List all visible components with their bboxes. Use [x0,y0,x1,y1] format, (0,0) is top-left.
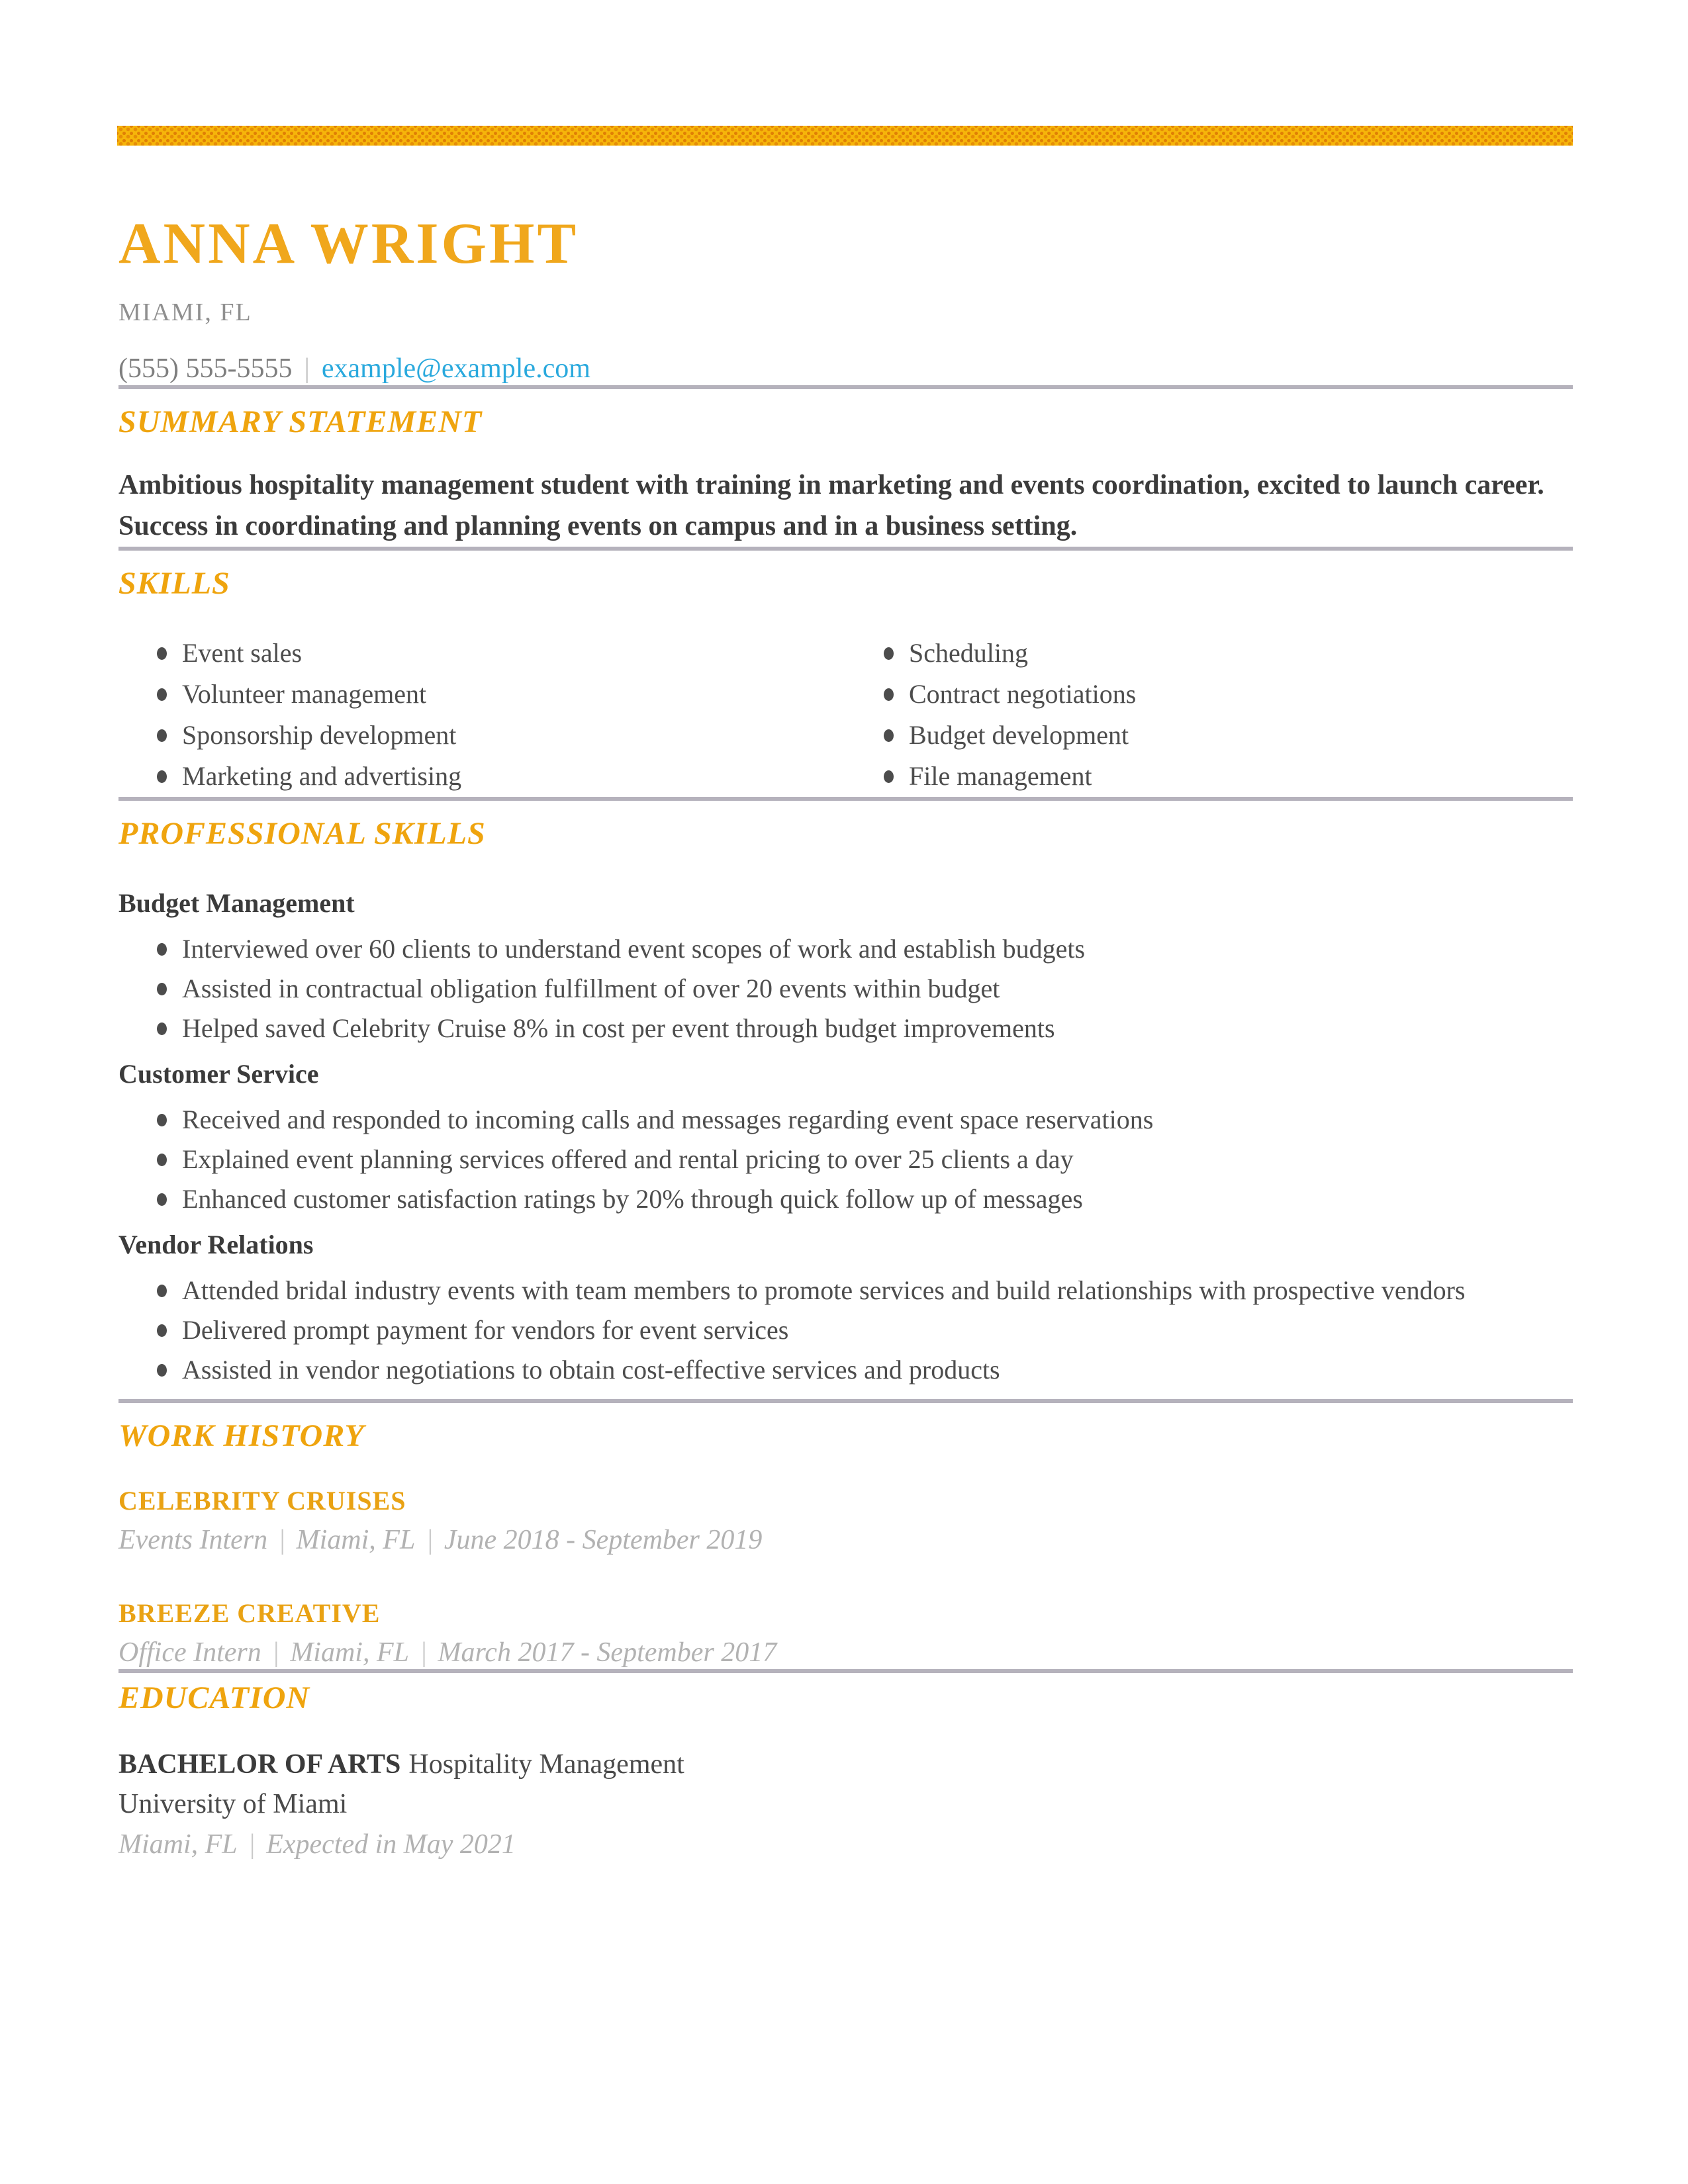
skill-item [157,756,884,797]
bullet-icon [884,688,894,701]
skills-section-title: SKILLS [118,566,230,601]
section-divider [118,547,1573,551]
skill-label: Scheduling [909,638,1028,668]
bullet-icon [157,943,167,956]
job-location: Miami, FL [290,1637,409,1668]
job-entry [118,1485,1573,1557]
candidate-location: MIAMI, FL [118,298,252,326]
contact-separator: | [304,353,310,384]
bullet-icon [157,770,167,783]
bullet-text: Interviewed over 60 clients to understand event scopes of work and establish budgets [182,934,1086,964]
skill-label: Volunteer management [182,679,427,709]
skill-group-bullets [157,929,1573,1048]
skill-item [884,633,1573,674]
email-link[interactable]: example@example.com [321,353,590,384]
bullet-text: Assisted in vendor negotiations to obtain cost-effective services and products [182,1355,1000,1385]
education-entry [118,1747,1573,1861]
job-dates: June 2018 - September 2019 [444,1525,763,1555]
bullet-icon [157,1023,167,1035]
skill-item [884,756,1573,797]
bullet-item [157,969,1573,1009]
summary-section-title: SUMMARY STATEMENT [118,404,483,439]
bullet-item [157,1140,1573,1179]
bullet-text: Delivered prompt payment for vendors for event services [182,1315,789,1345]
section-divider [118,797,1573,801]
skills-list [118,633,1573,797]
school-name: University of Miami [118,1789,348,1819]
education-dates: Expected in May 2021 [266,1829,516,1860]
skill-item [884,674,1573,715]
skill-label: Event sales [182,638,303,668]
bullet-icon [157,1193,167,1206]
job-entry [118,1598,1573,1669]
skill-group-heading: Vendor Relations [118,1230,314,1259]
skill-label: File management [909,761,1092,791]
resume-content [118,0,1573,1861]
bullet-item [157,929,1573,969]
bullet-icon [157,1324,167,1337]
skill-group-heading: Customer Service [118,1059,319,1089]
skills-column-right [884,633,1573,797]
bullet-icon [157,729,167,742]
job-meta [118,1636,1573,1669]
skill-label: Budget development [909,720,1129,750]
bullet-text: Helped saved Celebrity Cruise 8% in cost per event through budget improvements [182,1013,1055,1043]
job-meta [118,1524,1573,1557]
skill-group-bullets [157,1100,1573,1219]
skill-item [157,633,884,674]
meta-separator: | [271,1637,280,1668]
company-name: CELEBRITY CRUISES [118,1486,406,1516]
section-divider [118,385,1573,389]
skill-label: Marketing and advertising [182,761,462,791]
bullet-icon [157,1154,167,1166]
degree-line [118,1747,1573,1782]
skill-item [157,715,884,756]
company-name: BREEZE CREATIVE [118,1598,381,1628]
meta-separator: | [278,1525,286,1555]
skill-label: Sponsorship development [182,720,457,750]
bullet-text: Attended bridal industry events with team members to promote services and build relationships with prospective vendors [182,1275,1466,1305]
bullet-icon [157,647,167,660]
job-title: Office Intern [118,1637,261,1668]
bullet-icon [884,647,894,660]
bullet-item [157,1271,1573,1310]
bullet-text: Assisted in contractual obligation fulfillment of over 20 events within budget [182,974,1000,1003]
meta-separator: | [419,1637,428,1668]
bullet-icon [884,729,894,742]
skills-column-left [157,633,884,797]
bullet-icon [157,688,167,701]
job-title: Events Intern [118,1525,268,1555]
bullet-item [157,1179,1573,1219]
bullet-icon [157,1364,167,1377]
field-of-study: Hospitality Management [408,1749,684,1780]
education-section-title: EDUCATION [118,1680,310,1715]
bullet-icon [157,983,167,995]
skill-group-bullets [157,1271,1573,1390]
summary-text: Ambitious hospitality management student with training in marketing and events coordination, excited to launch career. Success in coordinating and planning events on campus and in a business setting. [118,470,1544,541]
education-meta [118,1828,1573,1861]
meta-separator: | [426,1525,434,1555]
work-history-section-title: WORK HISTORY [118,1418,365,1453]
skill-item [157,674,884,715]
skill-label: Contract negotiations [909,679,1137,709]
bullet-text: Explained event planning services offered and rental pricing to over 25 clients a day [182,1144,1074,1174]
education-location: Miami, FL [118,1829,238,1860]
bullet-icon [157,1285,167,1297]
section-divider [118,1669,1573,1673]
bullet-item [157,1310,1573,1350]
contact-line [118,352,1573,385]
professional-skills-section-title: PROFESSIONAL SKILLS [118,816,486,851]
bullet-item [157,1009,1573,1048]
candidate-name: ANNA WRIGHT [118,212,579,276]
job-dates: March 2017 - September 2017 [438,1637,777,1668]
bullet-icon [884,770,894,783]
bullet-icon [157,1114,167,1126]
bullet-item [157,1350,1573,1390]
bullet-text: Enhanced customer satisfaction ratings by 20% through quick follow up of messages [182,1184,1083,1214]
skill-group-heading: Budget Management [118,888,355,918]
bullet-item [157,1100,1573,1140]
skill-item [884,715,1573,756]
section-divider [118,1399,1573,1403]
degree: BACHELOR OF ARTS [118,1749,401,1780]
meta-separator: | [248,1829,256,1860]
bullet-text: Received and responded to incoming calls and messages regarding event space reservations [182,1105,1154,1134]
job-location: Miami, FL [296,1525,416,1555]
phone-number: (555) 555-5555 [118,353,293,384]
